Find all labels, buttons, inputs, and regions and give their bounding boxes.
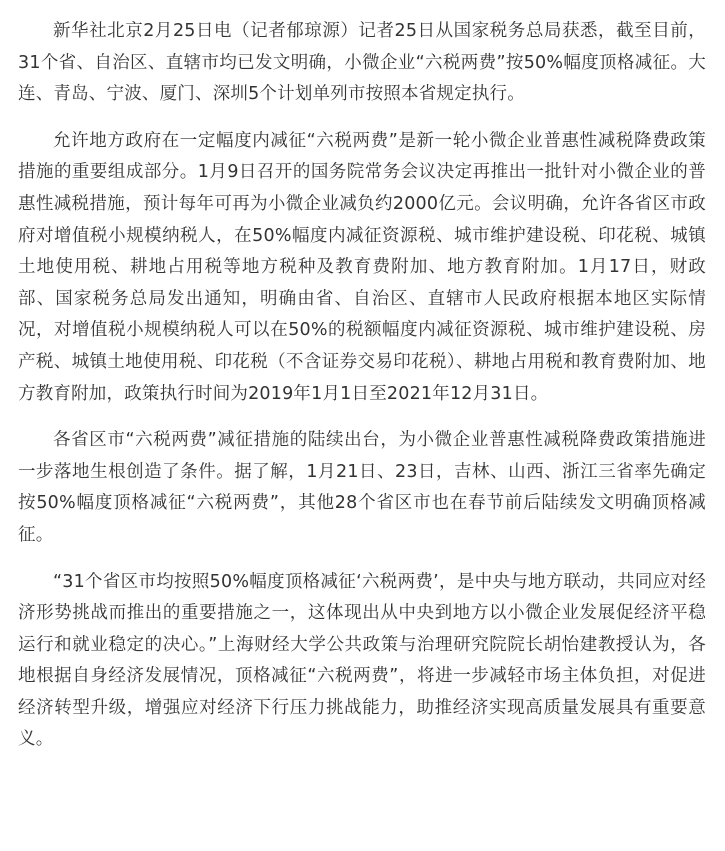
article-paragraph-3: 各省区市“六税两费”减征措施的陆续出台，为小微企业普惠性减税降费政策措施进一步落地生根创造了条件。据了解，1月21日、23日，吉林、山西、浙江三省率先确定按50%幅度顶格减征“六税两费”，其他28个省区市也在春节前后陆续发文明确顶格减征。 [18, 430, 706, 545]
article-body [18, 0, 706, 756]
article-paragraph-2: 允许地方政府在一定幅度内减征“六税两费”是新一轮小微企业普惠性减税降费政策措施的重要组成部分。1月9日召开的国务院常务会议决定再推出一批针对小微企业的普惠性减税措施，预计每年可再为小微企业减负约2000亿元。会议明确，允许各省区市政府对增值税小规模纳税人，在50%幅度内减征资源税、城市维护建设税、印花税、城镇土地使用税、耕地占用税等地方税种及教育费附加、地方教育附加。1月17日，财政部、国家税务总局发出通知，明确由省、自治区、直辖市人民政府根据本地区实际情况，对增值税小规模纳税人可以在50%的税额幅度内减征资源税、城市维护建设税、房产税、城镇土地使用税、印花税（不含证券交易印花税）、耕地占用税和教育费附加、地方教育附加，政策执行时间为2019年1月1日至2021年12月31日。 [18, 130, 706, 404]
article-paragraph-4: “31个省区市均按照50%幅度顶格减征‘六税两费’，是中央与地方联动，共同应对经济形势挑战而推出的重要措施之一，这体现出从中央到地方以小微企业发展促经济平稳运行和就业稳定的决心。”上海财经大学公共政策与治理研究院院长胡怡建教授认为，各地根据自身经济发展情况，顶格减征“六税两费”，将进一步减轻市场主体负担，对促进经济转型升级，增强应对经济下行压力挑战能力，助推经济实现高质量发展具有重要意义。 [18, 571, 706, 750]
article-paragraph-1: 新华社北京2月25日电（记者郁琼源）记者25日从国家税务总局获悉，截至目前，31个省、自治区、直辖市均已发文明确，小微企业“六税两费”按50%幅度顶格减征。大连、青岛、宁波、厦门、深圳5个计划单列市按照本省规定执行。 [18, 21, 706, 105]
